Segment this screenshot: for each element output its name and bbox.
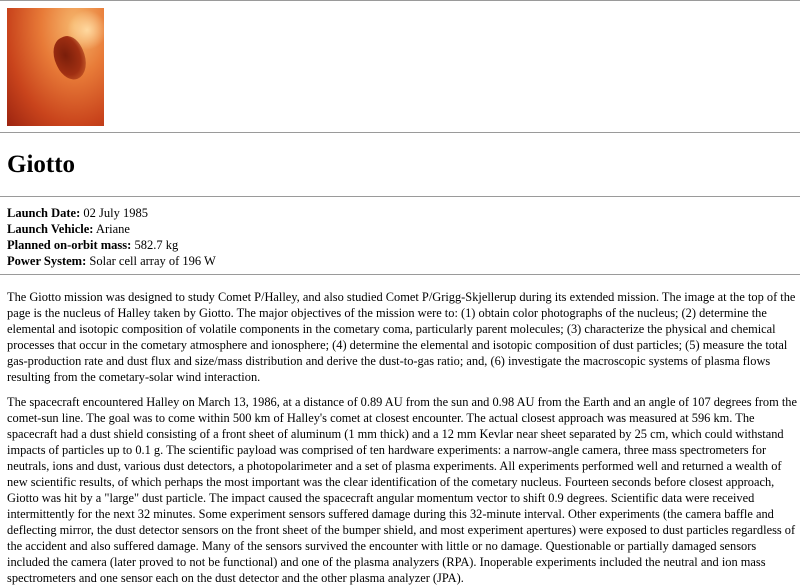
fact-launch-vehicle xyxy=(7,221,216,237)
top-rule xyxy=(0,0,800,1)
fact-label: Power System: xyxy=(7,254,87,268)
rule-below-image xyxy=(0,132,800,133)
fact-launch-date xyxy=(7,205,216,221)
fact-label: Launch Date: xyxy=(7,206,81,220)
fact-mass xyxy=(7,237,216,253)
mission-objectives-paragraph: The Giotto mission was designed to study Comet P/Halley, and also studied Comet P/Grigg-Skjellerup during its extended mission. The image at the top of the page is the nucleus of Halley taken by Giotto. The major objectives of the mission were to: (1) obtain color photographs of the nucleus; (2) determine the elemental and isotopic composition of volatile components in the cometary coma, particularly parent molecules; (3) characterize the physical and chemical processes that occur in the cometary atmosphere and ionosphere; (4) determine the elemental and isotopic composition of dust particles; (5) measure the total gas-production rate and dust flux and size/mass distribution and derive the dust-to-gas ratio; and, (6) investigate the macroscopic systems of plasma flows resulting from the cometary-solar wind interaction. xyxy=(7,290,796,384)
page-title: Giotto xyxy=(7,151,76,178)
fact-label: Planned on-orbit mass: xyxy=(7,238,132,252)
encounter-paragraph: The spacecraft encountered Halley on March 13, 1986, at a distance of 0.89 AU from the sun and 0.98 AU from the Earth and an angle of 107 degrees from the comet-sun line. The goal was to come within 500 km of Halley's comet at closest encounter. The actual closest approach was measured at 596 km. The spacecraft had a dust shield consisting of a front sheet of aluminum (1 mm thick) and a 12 mm Kevlar near sheet separated by 25 cm, which could withstand impacts of particles up to 0.1 g. The scientific payload was comprised of ten hardware experiments: a narrow-angle camera, three mass spectrometers for neutrals, ions and dust, various dust detectors, a photopolarimeter and a set of plasma experiments. All experiments performed well and returned a wealth of new scientific results, of which perhaps the most important was the clear identification of the cometary nucleus. Fourteen seconds before closest approach, Giotto was hit by a "large" dust particle. The impact caused the spacecraft angular momentum vector to shift 0.9 degrees. Scientific data were received intermittently for the next 32 minutes. Some experiment sensors suffered damage during this 32-minute interval. Other experiments (the camera baffle and deflecting mirror, the dust detector sensors on the front sheet of the bumper shield, and most experiment apertures) were exposed to dust particles regardless of the accident and also suffered damage. Many of the sensors survived the encounter with little or no damage. Questionable or partially damaged sensors included the camera (later proved to not be functional) and one of the plasma analyzers (RPA). Inoperable experiments included the neutral and ion mass spectrometers and one sensor each on the dust detector and the other plasma analyzer (JPA). xyxy=(7,395,797,585)
fact-value: Ariane xyxy=(93,222,130,236)
spacecraft-facts xyxy=(7,205,216,269)
fact-power-system xyxy=(7,253,216,269)
rule-below-title xyxy=(0,196,800,197)
fact-value: 02 July 1985 xyxy=(80,206,148,220)
fact-value: Solar cell array of 196 W xyxy=(86,254,216,268)
fact-label: Launch Vehicle: xyxy=(7,222,94,236)
rule-below-facts xyxy=(0,274,800,275)
comet-nucleus-image xyxy=(7,8,104,126)
fact-value: 582.7 kg xyxy=(131,238,179,252)
